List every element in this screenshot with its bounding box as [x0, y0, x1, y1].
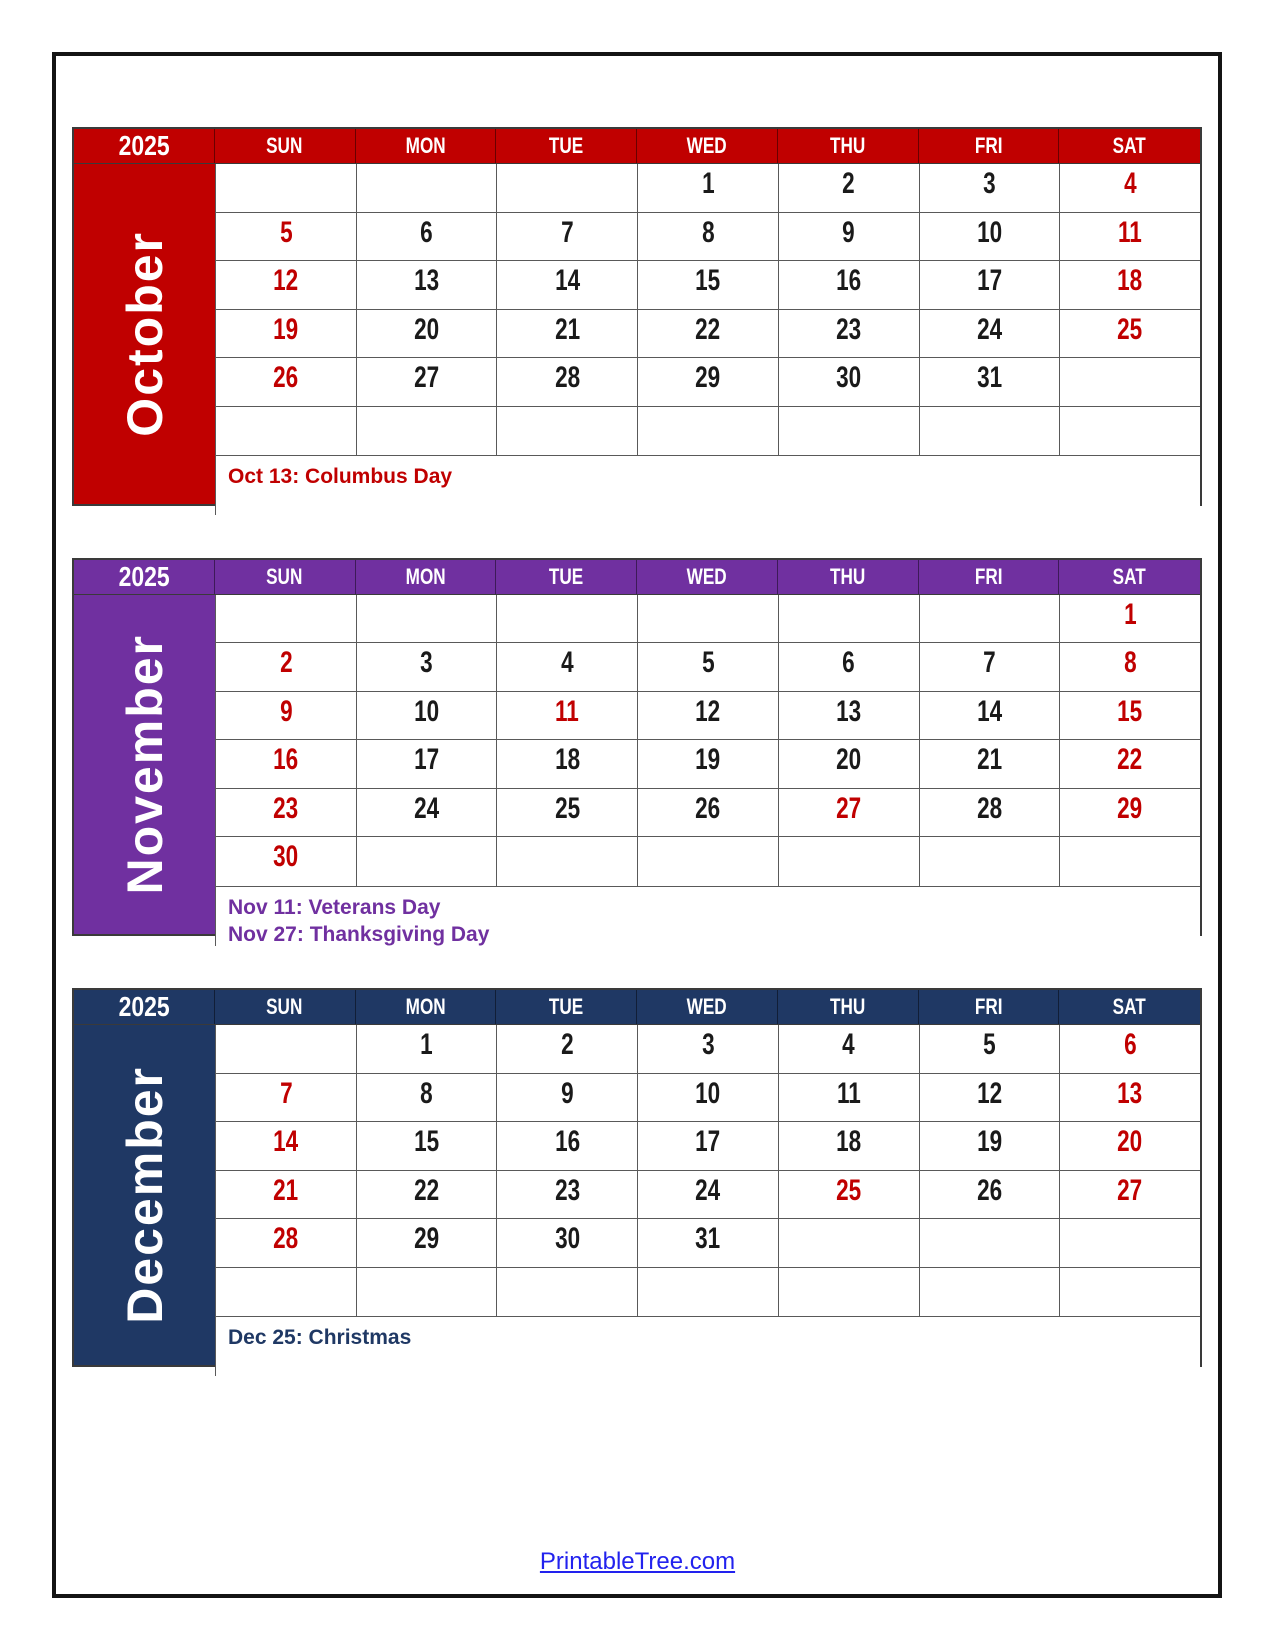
date-cell-empty [919, 595, 1060, 644]
date-cell-october-8 [637, 213, 778, 262]
date-number: 21 [554, 312, 580, 346]
day-header-wed [637, 990, 778, 1024]
date-number: 9 [842, 215, 855, 249]
day-header-sat [1059, 129, 1200, 163]
holiday-notes-october [215, 455, 1200, 515]
date-cell-empty [778, 837, 919, 886]
month-header-row [74, 560, 1200, 594]
date-number: 2 [842, 167, 855, 200]
date-cell-november-28 [919, 789, 1060, 838]
date-cell-october-17 [919, 261, 1060, 310]
day-header-tue [496, 129, 637, 163]
date-number: 11 [836, 1076, 861, 1110]
day-header-thu [778, 560, 919, 594]
date-number: 27 [836, 791, 862, 825]
date-cell-november-21 [919, 740, 1060, 789]
day-header-label: FRI [974, 563, 1003, 589]
date-cell-october-2 [778, 164, 919, 213]
date-number: 15 [1117, 694, 1143, 728]
date-cell-november-22 [1059, 740, 1200, 789]
date-cell-november-10 [356, 692, 497, 741]
date-cell-november-26 [637, 789, 778, 838]
date-number: 7 [983, 646, 996, 679]
date-number: 7 [279, 1076, 293, 1110]
date-number: 13 [414, 264, 440, 297]
date-cell-empty [919, 1268, 1060, 1317]
date-number: 8 [420, 1076, 433, 1110]
date-number: 22 [1117, 743, 1143, 776]
date-cell-december-23 [496, 1171, 637, 1220]
date-number: 31 [695, 1222, 721, 1255]
date-cell-december-29 [356, 1219, 497, 1268]
month-block-november [72, 558, 1202, 946]
date-cell-october-16 [778, 261, 919, 310]
date-cell-empty [1059, 837, 1200, 886]
month-sidebar-october [74, 164, 215, 504]
holiday-note: Nov 11: Veterans Day [228, 895, 441, 919]
date-cell-december-16 [496, 1122, 637, 1171]
date-number: 4 [842, 1028, 855, 1061]
date-cell-october-14 [496, 261, 637, 310]
date-cell-november-17 [356, 740, 497, 789]
date-cell-december-14 [215, 1122, 356, 1171]
date-cell-december-7 [215, 1074, 356, 1123]
date-number: 24 [976, 312, 1002, 346]
day-header-label: FRI [974, 133, 1003, 158]
date-number: 20 [1117, 1125, 1143, 1158]
date-cell-october-11 [1059, 213, 1200, 262]
day-header-thu [778, 129, 919, 163]
date-cell-october-1 [637, 164, 778, 213]
date-number: 22 [695, 312, 721, 346]
date-cell-november-3 [356, 643, 497, 692]
date-cell-october-20 [356, 310, 497, 359]
date-number: 29 [695, 361, 721, 394]
date-number: 26 [695, 791, 721, 825]
date-number: 29 [414, 1222, 440, 1255]
date-cell-empty [919, 837, 1060, 886]
date-cell-december-21 [215, 1171, 356, 1220]
date-number: 16 [554, 1125, 580, 1158]
day-header-fri [919, 990, 1060, 1024]
date-cell-december-13 [1059, 1074, 1200, 1123]
date-number: 8 [701, 215, 715, 249]
date-number: 16 [836, 264, 862, 297]
month-name-label: October [116, 230, 173, 437]
date-cell-empty [215, 1025, 356, 1074]
date-number: 12 [695, 694, 721, 728]
date-number: 17 [414, 743, 440, 776]
date-number: 9 [279, 694, 293, 728]
date-cell-december-27 [1059, 1171, 1200, 1220]
date-number: 28 [976, 791, 1002, 825]
date-number: 11 [1118, 215, 1143, 249]
date-number: 24 [414, 791, 440, 825]
day-header-label: WED [686, 133, 727, 158]
date-number: 28 [273, 1222, 299, 1255]
date-cell-december-4 [778, 1025, 919, 1074]
date-number: 10 [976, 215, 1002, 249]
date-cell-december-12 [919, 1074, 1060, 1123]
day-header-wed [637, 560, 778, 594]
date-number: 8 [1123, 646, 1137, 679]
date-cell-empty [778, 595, 919, 644]
year-cell-december [74, 990, 215, 1024]
date-cell-empty [778, 407, 919, 456]
date-number: 20 [414, 312, 440, 346]
day-header-tue [496, 990, 637, 1024]
date-number: 1 [420, 1028, 433, 1061]
date-number: 23 [836, 312, 862, 346]
date-cell-empty [496, 595, 637, 644]
day-header-label: MON [405, 563, 446, 589]
date-cell-october-9 [778, 213, 919, 262]
date-number: 19 [273, 312, 299, 346]
date-cell-empty [356, 595, 497, 644]
date-cell-empty [215, 1268, 356, 1317]
day-header-sun [215, 990, 356, 1024]
month-grid [74, 1024, 1200, 1365]
year-cell-october [74, 129, 215, 163]
date-cell-november-8 [1059, 643, 1200, 692]
date-cell-december-24 [637, 1171, 778, 1220]
date-cell-empty [637, 407, 778, 456]
day-header-label: THU [829, 994, 866, 1019]
date-number: 4 [1123, 167, 1137, 200]
date-cell-december-26 [919, 1171, 1060, 1220]
date-cell-october-4 [1059, 164, 1200, 213]
date-cell-empty [356, 164, 497, 213]
date-cell-october-6 [356, 213, 497, 262]
date-cell-october-22 [637, 310, 778, 359]
date-cell-december-3 [637, 1025, 778, 1074]
day-header-label: FRI [974, 994, 1003, 1019]
date-cell-empty [356, 837, 497, 886]
date-cell-november-7 [919, 643, 1060, 692]
date-number: 5 [701, 646, 715, 679]
date-cell-empty [215, 407, 356, 456]
date-number: 14 [976, 694, 1002, 728]
date-number: 3 [420, 646, 433, 679]
date-number: 19 [976, 1125, 1002, 1158]
date-cell-october-30 [778, 358, 919, 407]
date-number: 17 [976, 264, 1002, 297]
date-cell-empty [215, 595, 356, 644]
year-label: 2025 [118, 991, 170, 1022]
date-number: 20 [836, 743, 862, 776]
date-cell-november-30 [215, 837, 356, 886]
day-header-label: SAT [1113, 133, 1147, 158]
date-number: 28 [554, 361, 580, 394]
date-cell-november-13 [778, 692, 919, 741]
date-number: 6 [1123, 1028, 1137, 1061]
date-cell-november-27 [778, 789, 919, 838]
date-number: 25 [554, 791, 580, 825]
date-number: 18 [554, 743, 580, 776]
date-number: 6 [420, 215, 433, 249]
month-header-row [74, 990, 1200, 1024]
day-header-mon [356, 560, 497, 594]
date-cell-october-24 [919, 310, 1060, 359]
month-block-december [72, 988, 1202, 1367]
date-cell-november-16 [215, 740, 356, 789]
day-header-sun [215, 560, 356, 594]
date-number: 5 [279, 215, 293, 249]
day-header-fri [919, 560, 1060, 594]
day-header-thu [778, 990, 919, 1024]
date-cell-december-25 [778, 1171, 919, 1220]
date-cell-december-17 [637, 1122, 778, 1171]
day-header-label: SAT [1113, 994, 1147, 1019]
date-cell-empty [778, 1268, 919, 1317]
day-header-label: THU [829, 563, 866, 589]
date-cell-empty [1059, 1219, 1200, 1268]
date-cell-october-10 [919, 213, 1060, 262]
date-cell-october-15 [637, 261, 778, 310]
date-cell-december-1 [356, 1025, 497, 1074]
date-number: 31 [976, 361, 1002, 394]
date-number: 10 [695, 1076, 721, 1110]
date-number: 19 [695, 743, 721, 776]
date-number: 25 [1117, 312, 1143, 346]
date-cell-november-14 [919, 692, 1060, 741]
date-cell-december-28 [215, 1219, 356, 1268]
month-header-row [74, 129, 1200, 163]
date-cell-empty [496, 407, 637, 456]
date-number: 25 [836, 1173, 862, 1207]
date-number: 29 [1117, 791, 1143, 825]
year-label: 2025 [118, 130, 170, 161]
date-cell-empty [356, 1268, 497, 1317]
date-number: 21 [976, 743, 1002, 776]
date-cell-november-4 [496, 643, 637, 692]
date-number: 17 [695, 1125, 721, 1158]
date-cell-december-10 [637, 1074, 778, 1123]
date-cell-november-9 [215, 692, 356, 741]
date-cell-october-27 [356, 358, 497, 407]
date-number: 24 [695, 1173, 721, 1207]
date-number: 21 [273, 1173, 299, 1207]
month-grid [74, 594, 1200, 946]
date-cell-december-31 [637, 1219, 778, 1268]
date-number: 11 [555, 694, 580, 728]
holiday-notes-december [215, 1316, 1200, 1376]
date-cell-empty [637, 1268, 778, 1317]
date-cell-december-9 [496, 1074, 637, 1123]
date-cell-november-23 [215, 789, 356, 838]
day-header-label: TUE [548, 994, 584, 1019]
date-number: 13 [1117, 1076, 1143, 1110]
date-number: 18 [1117, 264, 1143, 297]
date-cell-october-25 [1059, 310, 1200, 359]
date-number: 4 [561, 646, 574, 679]
date-cell-december-6 [1059, 1025, 1200, 1074]
date-cell-december-19 [919, 1122, 1060, 1171]
date-number: 15 [695, 264, 721, 297]
quarterly-calendar [72, 127, 1202, 1367]
date-number: 6 [842, 646, 855, 679]
date-cell-empty [919, 407, 1060, 456]
date-number: 12 [273, 264, 299, 297]
date-number: 16 [273, 743, 299, 776]
date-cell-november-29 [1059, 789, 1200, 838]
month-sidebar-december [74, 1025, 215, 1365]
month-grid [74, 163, 1200, 504]
day-header-sat [1059, 560, 1200, 594]
date-cell-empty [919, 1219, 1060, 1268]
date-number: 7 [561, 215, 574, 249]
date-cell-november-11 [496, 692, 637, 741]
date-cell-november-15 [1059, 692, 1200, 741]
day-header-label: MON [405, 133, 446, 158]
date-cell-december-11 [778, 1074, 919, 1123]
date-number: 18 [836, 1125, 862, 1158]
date-number: 12 [976, 1076, 1002, 1110]
date-cell-december-2 [496, 1025, 637, 1074]
date-number: 9 [561, 1076, 574, 1110]
month-name-label: November [116, 633, 173, 895]
date-number: 30 [836, 361, 862, 394]
day-header-label: TUE [548, 563, 584, 589]
date-cell-december-20 [1059, 1122, 1200, 1171]
date-number: 14 [273, 1125, 299, 1158]
date-cell-empty [496, 164, 637, 213]
date-number: 3 [983, 167, 996, 200]
holiday-note: Dec 25: Christmas [228, 1326, 412, 1349]
date-number: 2 [279, 646, 293, 679]
date-cell-empty [778, 1219, 919, 1268]
day-header-wed [637, 129, 778, 163]
date-cell-december-5 [919, 1025, 1060, 1074]
date-cell-empty [637, 837, 778, 886]
date-number: 26 [976, 1173, 1002, 1207]
date-number: 15 [414, 1125, 440, 1158]
footer [0, 1548, 1275, 1576]
day-header-label: TUE [548, 133, 584, 158]
date-cell-december-22 [356, 1171, 497, 1220]
date-cell-december-8 [356, 1074, 497, 1123]
date-number: 22 [414, 1173, 440, 1207]
date-cell-november-25 [496, 789, 637, 838]
date-cell-october-31 [919, 358, 1060, 407]
day-header-label: WED [686, 994, 727, 1019]
date-cell-november-20 [778, 740, 919, 789]
date-number: 3 [701, 1028, 715, 1061]
date-cell-october-18 [1059, 261, 1200, 310]
date-cell-october-28 [496, 358, 637, 407]
date-cell-november-6 [778, 643, 919, 692]
date-number: 1 [1123, 597, 1137, 631]
day-header-fri [919, 129, 1060, 163]
day-header-label: SUN [266, 133, 303, 158]
date-cell-october-12 [215, 261, 356, 310]
date-number: 30 [273, 840, 299, 873]
day-header-sat [1059, 990, 1200, 1024]
date-number: 10 [414, 694, 440, 728]
date-number: 30 [554, 1222, 580, 1255]
day-header-tue [496, 560, 637, 594]
day-header-label: SUN [266, 563, 303, 589]
day-header-sun [215, 129, 356, 163]
date-cell-october-3 [919, 164, 1060, 213]
day-header-label: SUN [266, 994, 303, 1019]
date-number: 1 [701, 167, 715, 200]
date-cell-october-7 [496, 213, 637, 262]
date-number: 26 [273, 361, 299, 394]
day-header-label: THU [829, 133, 866, 158]
date-cell-october-5 [215, 213, 356, 262]
date-cell-october-13 [356, 261, 497, 310]
year-label: 2025 [118, 560, 170, 592]
footer-link[interactable]: PrintableTree.com [539, 1548, 736, 1575]
date-cell-november-24 [356, 789, 497, 838]
date-cell-november-1 [1059, 595, 1200, 644]
date-number: 27 [414, 361, 440, 394]
date-cell-october-26 [215, 358, 356, 407]
date-cell-october-29 [637, 358, 778, 407]
date-cell-october-23 [778, 310, 919, 359]
date-cell-december-15 [356, 1122, 497, 1171]
date-number: 13 [836, 694, 862, 728]
day-header-label: SAT [1113, 563, 1147, 589]
date-cell-empty [496, 1268, 637, 1317]
day-header-mon [356, 129, 497, 163]
date-cell-empty [356, 407, 497, 456]
date-cell-november-2 [215, 643, 356, 692]
date-cell-november-18 [496, 740, 637, 789]
date-number: 23 [554, 1173, 580, 1207]
date-cell-december-18 [778, 1122, 919, 1171]
date-cell-empty [215, 164, 356, 213]
date-number: 2 [561, 1028, 574, 1061]
date-cell-november-5 [637, 643, 778, 692]
date-number: 5 [983, 1028, 996, 1061]
date-cell-october-21 [496, 310, 637, 359]
date-cell-empty [637, 595, 778, 644]
date-cell-december-30 [496, 1219, 637, 1268]
month-name-label: December [116, 1065, 173, 1324]
date-cell-empty [1059, 1268, 1200, 1317]
date-cell-empty [1059, 358, 1200, 407]
holiday-note: Oct 13: Columbus Day [228, 465, 453, 488]
date-cell-november-12 [637, 692, 778, 741]
date-number: 14 [554, 264, 580, 297]
date-cell-november-19 [637, 740, 778, 789]
day-header-mon [356, 990, 497, 1024]
date-cell-october-19 [215, 310, 356, 359]
day-header-label: MON [405, 994, 446, 1019]
date-number: 27 [1117, 1173, 1143, 1207]
holiday-note: Nov 27: Thanksgiving Day [228, 922, 490, 946]
month-sidebar-november [74, 595, 215, 935]
day-header-label: WED [686, 563, 727, 589]
year-cell-november [74, 560, 215, 594]
date-number: 23 [273, 791, 299, 825]
date-cell-empty [496, 837, 637, 886]
date-cell-empty [1059, 407, 1200, 456]
month-block-october [72, 127, 1202, 506]
holiday-notes-november [215, 886, 1200, 946]
